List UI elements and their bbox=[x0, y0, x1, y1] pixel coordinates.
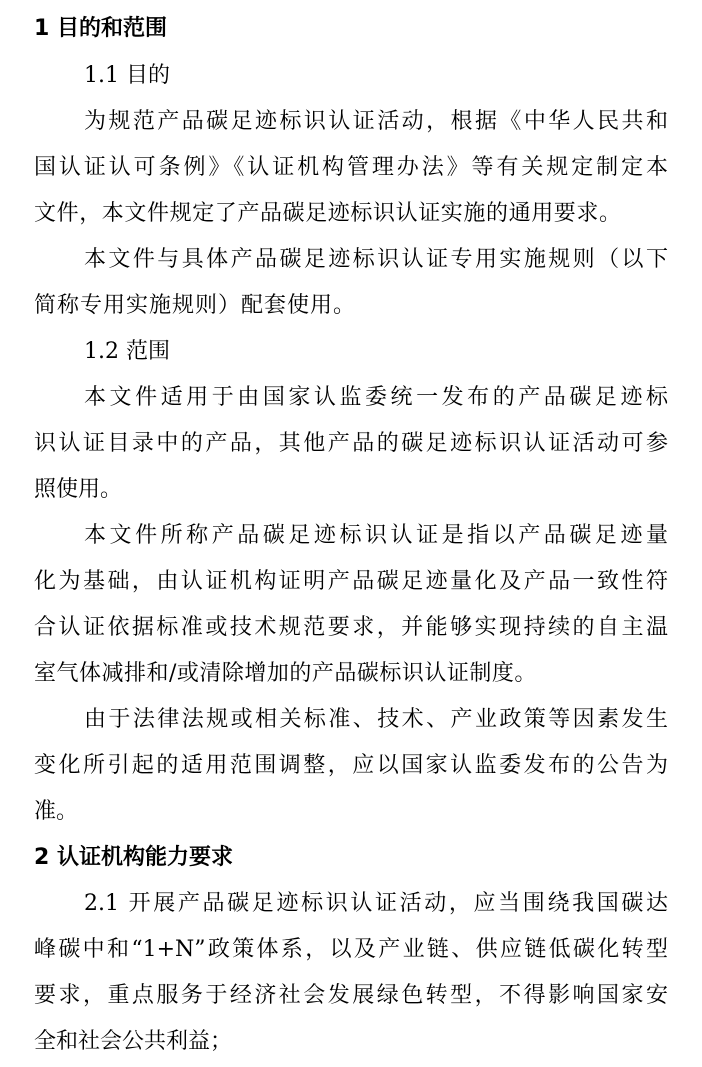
paragraph-line: 全和社会公共利益； bbox=[34, 1029, 233, 1054]
section-heading-1: 1 目的和范围 bbox=[34, 16, 167, 41]
paragraph-line: 化为基础，由认证机构证明产品碳足迹量化及产品一致性符 bbox=[34, 569, 668, 594]
paragraph-line: 为规范产品碳足迹标识认证活动，根据《中华人民共和 bbox=[84, 109, 668, 134]
paragraph-line: 本文件与具体产品碳足迹标识认证专用实施规则（以下 bbox=[84, 247, 668, 272]
paragraph-line: 合认证依据标准或技术规范要求，并能够实现持续的自主温 bbox=[34, 615, 668, 640]
section-heading-2: 2 认证机构能力要求 bbox=[34, 845, 233, 870]
paragraph-line: 室气体减排和/或清除增加的产品碳标识认证制度。 bbox=[34, 661, 537, 686]
paragraph-line: 变化所引起的适用范围调整，应以国家认监委发布的公告为 bbox=[34, 753, 668, 778]
paragraph-line: 准。 bbox=[34, 799, 79, 824]
subsection-title-1-1: 1.1 目的 bbox=[84, 63, 170, 88]
paragraph-line: 要求，重点服务于经济社会发展绿色转型，不得影响国家安 bbox=[34, 983, 668, 1008]
paragraph-line: 由于法律法规或相关标准、技术、产业政策等因素发生 bbox=[84, 707, 668, 732]
paragraph-line: 本文件适用于由国家认监委统一发布的产品碳足迹标 bbox=[84, 385, 668, 410]
paragraph-line: 照使用。 bbox=[34, 477, 123, 502]
paragraph-line: 本文件所称产品碳足迹标识认证是指以产品碳足迹量 bbox=[84, 523, 668, 548]
paragraph-line: 文件，本文件规定了产品碳足迹标识认证实施的通用要求。 bbox=[34, 201, 622, 226]
paragraph-line: 峰碳中和“1+N”政策体系，以及产业链、供应链低碳化转型 bbox=[34, 937, 668, 962]
subsection-title-1-2: 1.2 范围 bbox=[84, 339, 170, 364]
paragraph-line: 简称专用实施规则）配套使用。 bbox=[34, 293, 357, 318]
paragraph-line: 国认证认可条例》《认证机构管理办法》等有关规定制定本 bbox=[34, 155, 668, 180]
paragraph-line: 2.1 开展产品碳足迹标识认证活动，应当围绕我国碳达 bbox=[84, 891, 668, 916]
paragraph-line: 识认证目录中的产品，其他产品的碳足迹标识认证活动可参 bbox=[34, 431, 668, 456]
